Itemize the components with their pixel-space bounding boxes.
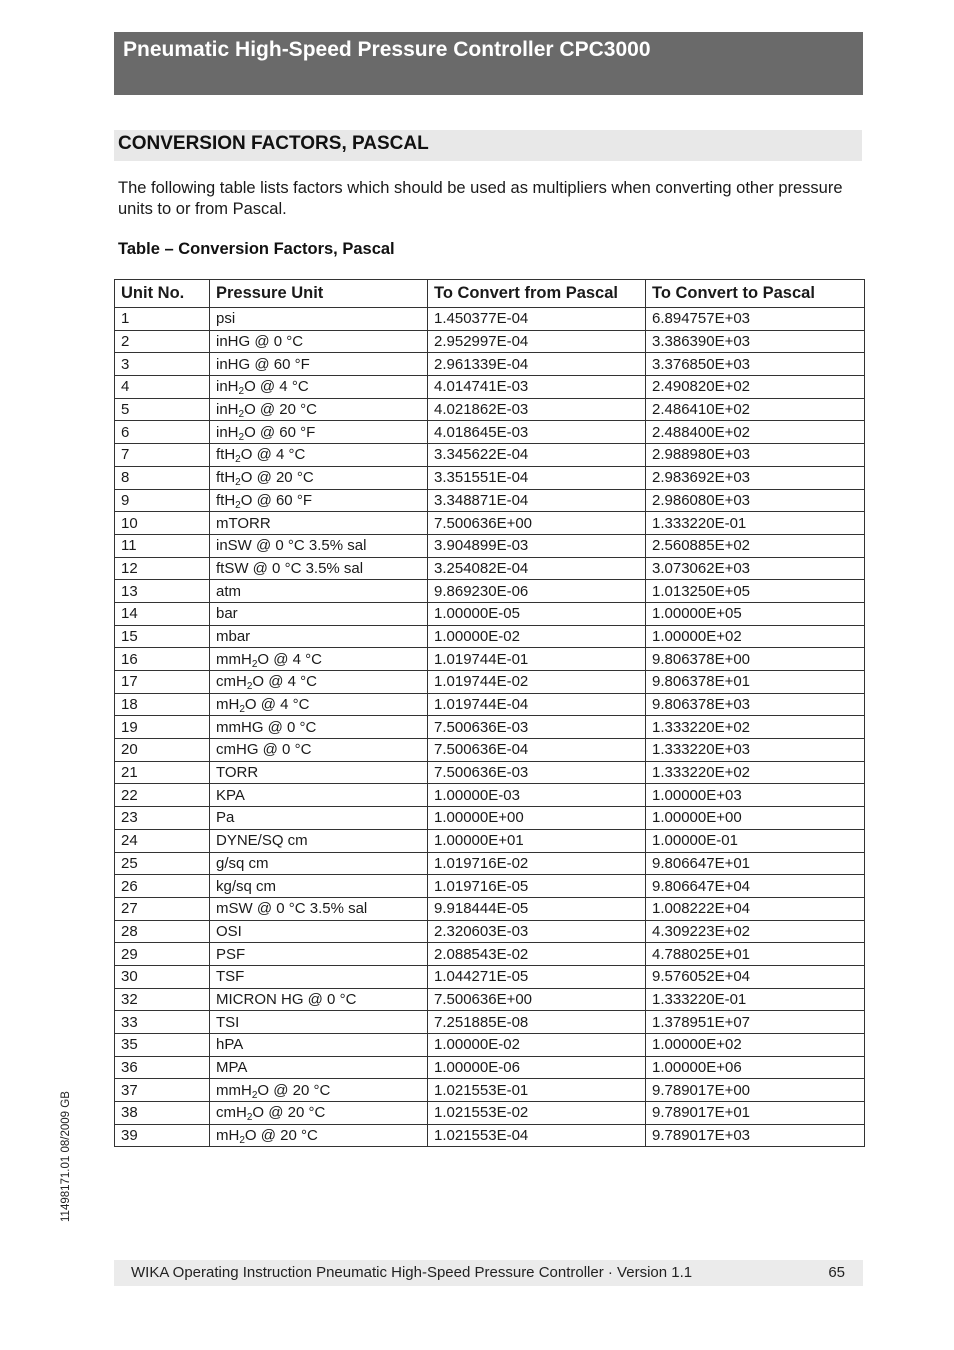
pressure-unit-cell: mmH$_2$O @ 4 °C [210, 648, 428, 671]
table-row [115, 1102, 865, 1125]
to-pascal-cell: 3.386390E+03 [646, 330, 865, 353]
table-row [115, 1079, 865, 1102]
from-pascal-cell: 4.018645E-03 [428, 421, 646, 444]
from-pascal-cell: 1.00000E+00 [428, 807, 646, 830]
from-pascal-cell: 9.869230E-06 [428, 580, 646, 603]
table-row [115, 671, 865, 694]
unit-no-cell: 32 [115, 988, 210, 1011]
section-heading [114, 130, 862, 161]
from-pascal-cell: 1.021553E-02 [428, 1102, 646, 1125]
unit-no-cell: 27 [115, 897, 210, 920]
pressure-unit-cell: mSW @ 0 °C 3.5% sal [210, 897, 428, 920]
pressure-unit-cell: inSW @ 0 °C 3.5% sal [210, 534, 428, 557]
to-pascal-cell: 1.013250E+05 [646, 580, 865, 603]
to-pascal-cell: 9.806378E+03 [646, 693, 865, 716]
unit-no-cell: 25 [115, 852, 210, 875]
to-pascal-cell: 4.788025E+01 [646, 943, 865, 966]
unit-no-cell: 2 [115, 330, 210, 353]
from-pascal-cell: 3.351551E-04 [428, 466, 646, 489]
from-pascal-cell: 1.00000E-02 [428, 625, 646, 648]
to-pascal-cell: 1.00000E+03 [646, 784, 865, 807]
pressure-unit-cell: ftH$_2$O @ 60 °F [210, 489, 428, 512]
unit-no-cell: 29 [115, 943, 210, 966]
from-pascal-cell: 1.019716E-02 [428, 852, 646, 875]
from-pascal-cell: 1.00000E-02 [428, 1034, 646, 1057]
unit-no-cell: 5 [115, 398, 210, 421]
table-row [115, 807, 865, 830]
table-row [115, 512, 865, 535]
footer-text: WIKA Operating Instruction Pneumatic High-Speed Pressure Controller · Version 1.1 [131, 1264, 693, 1281]
page-number: 65 [828, 1264, 845, 1281]
unit-no-cell: 10 [115, 512, 210, 535]
from-pascal-cell: 4.014741E-03 [428, 376, 646, 399]
unit-no-cell: 39 [115, 1124, 210, 1147]
from-pascal-cell: 1.00000E-06 [428, 1056, 646, 1079]
table-row [115, 1011, 865, 1034]
pressure-unit-cell: TSF [210, 965, 428, 988]
column-header-pressure-unit: Pressure Unit [210, 280, 428, 308]
to-pascal-cell: 1.00000E+02 [646, 625, 865, 648]
pressure-unit-cell: inH$_2$O @ 60 °F [210, 421, 428, 444]
to-pascal-cell: 9.806378E+00 [646, 648, 865, 671]
unit-no-cell: 17 [115, 671, 210, 694]
unit-no-cell: 28 [115, 920, 210, 943]
table-row [115, 444, 865, 467]
from-pascal-cell: 1.019744E-01 [428, 648, 646, 671]
unit-no-cell: 8 [115, 466, 210, 489]
unit-no-cell: 15 [115, 625, 210, 648]
pressure-unit-cell: hPA [210, 1034, 428, 1057]
from-pascal-cell: 1.00000E-05 [428, 602, 646, 625]
pressure-unit-cell: ftH$_2$O @ 4 °C [210, 444, 428, 467]
from-pascal-cell: 1.021553E-01 [428, 1079, 646, 1102]
to-pascal-cell: 9.806647E+04 [646, 875, 865, 898]
unit-no-cell: 1 [115, 308, 210, 331]
unit-no-cell: 16 [115, 648, 210, 671]
table-row [115, 602, 865, 625]
pressure-unit-cell: MPA [210, 1056, 428, 1079]
table-row [115, 784, 865, 807]
table-row [115, 1124, 865, 1147]
document-code: 11498171.01 08/2009 GB [60, 1091, 72, 1222]
from-pascal-cell: 2.961339E-04 [428, 353, 646, 376]
pressure-unit-cell: PSF [210, 943, 428, 966]
pressure-unit-cell: inH$_2$O @ 4 °C [210, 376, 428, 399]
from-pascal-cell: 1.019744E-02 [428, 671, 646, 694]
to-pascal-cell: 2.986080E+03 [646, 489, 865, 512]
unit-no-cell: 18 [115, 693, 210, 716]
unit-no-cell: 20 [115, 739, 210, 762]
table-row [115, 852, 865, 875]
to-pascal-cell: 9.576052E+04 [646, 965, 865, 988]
table-header-row [115, 280, 865, 308]
pressure-unit-cell: inHG @ 0 °C [210, 330, 428, 353]
table-row [115, 376, 865, 399]
table-row [115, 534, 865, 557]
unit-no-cell: 12 [115, 557, 210, 580]
to-pascal-cell: 9.806378E+01 [646, 671, 865, 694]
to-pascal-cell: 1.00000E+05 [646, 602, 865, 625]
unit-no-cell: 23 [115, 807, 210, 830]
to-pascal-cell: 2.988980E+03 [646, 444, 865, 467]
to-pascal-cell: 2.983692E+03 [646, 466, 865, 489]
unit-no-cell: 6 [115, 421, 210, 444]
pressure-unit-cell: inHG @ 60 °F [210, 353, 428, 376]
to-pascal-cell: 4.309223E+02 [646, 920, 865, 943]
from-pascal-cell: 4.021862E-03 [428, 398, 646, 421]
unit-no-cell: 13 [115, 580, 210, 603]
pressure-unit-cell: cmH$_2$O @ 4 °C [210, 671, 428, 694]
to-pascal-cell: 1.00000E-01 [646, 829, 865, 852]
pressure-unit-cell: psi [210, 308, 428, 331]
pressure-unit-cell: mbar [210, 625, 428, 648]
unit-no-cell: 26 [115, 875, 210, 898]
pressure-unit-cell: Pa [210, 807, 428, 830]
table-row [115, 1056, 865, 1079]
table-row [115, 716, 865, 739]
unit-no-cell: 37 [115, 1079, 210, 1102]
to-pascal-cell: 1.00000E+00 [646, 807, 865, 830]
from-pascal-cell: 7.500636E-03 [428, 716, 646, 739]
from-pascal-cell: 1.019716E-05 [428, 875, 646, 898]
pressure-unit-cell: cmHG @ 0 °C [210, 739, 428, 762]
pressure-unit-cell: MICRON HG @ 0 °C [210, 988, 428, 1011]
pressure-unit-cell: kg/sq cm [210, 875, 428, 898]
to-pascal-cell: 3.073062E+03 [646, 557, 865, 580]
to-pascal-cell: 6.894757E+03 [646, 308, 865, 331]
pressure-unit-cell: DYNE/SQ cm [210, 829, 428, 852]
from-pascal-cell: 3.345622E-04 [428, 444, 646, 467]
unit-no-cell: 9 [115, 489, 210, 512]
unit-no-cell: 4 [115, 376, 210, 399]
from-pascal-cell: 7.500636E+00 [428, 512, 646, 535]
from-pascal-cell: 1.00000E-03 [428, 784, 646, 807]
table-row [115, 875, 865, 898]
from-pascal-cell: 7.500636E-03 [428, 761, 646, 784]
table-row [115, 897, 865, 920]
table-row [115, 1034, 865, 1057]
table-row [115, 829, 865, 852]
table-row [115, 988, 865, 1011]
from-pascal-cell: 3.904899E-03 [428, 534, 646, 557]
to-pascal-cell: 2.488400E+02 [646, 421, 865, 444]
from-pascal-cell: 1.450377E-04 [428, 308, 646, 331]
to-pascal-cell: 9.789017E+00 [646, 1079, 865, 1102]
table-row [115, 330, 865, 353]
to-pascal-cell: 1.008222E+04 [646, 897, 865, 920]
to-pascal-cell: 1.333220E+02 [646, 761, 865, 784]
pressure-unit-cell: OSI [210, 920, 428, 943]
table-body [115, 308, 865, 1147]
unit-no-cell: 24 [115, 829, 210, 852]
pressure-unit-cell: TSI [210, 1011, 428, 1034]
from-pascal-cell: 3.254082E-04 [428, 557, 646, 580]
section-title: CONVERSION FACTORS, PASCAL [118, 133, 429, 154]
to-pascal-cell: 3.376850E+03 [646, 353, 865, 376]
from-pascal-cell: 7.500636E-04 [428, 739, 646, 762]
table-row [115, 965, 865, 988]
to-pascal-cell: 9.789017E+03 [646, 1124, 865, 1147]
intro-paragraph: The following table lists factors which should be used as multipliers when converting other pressure units to or from Pascal. [118, 179, 843, 218]
to-pascal-cell: 1.333220E-01 [646, 512, 865, 535]
unit-no-cell: 14 [115, 602, 210, 625]
pressure-unit-cell: bar [210, 602, 428, 625]
table-row [115, 353, 865, 376]
table-caption: Table – Conversion Factors, Pascal [118, 240, 395, 258]
unit-no-cell: 30 [115, 965, 210, 988]
conversion-table [114, 279, 865, 1147]
pressure-unit-cell: ftSW @ 0 °C 3.5% sal [210, 557, 428, 580]
to-pascal-cell: 1.333220E+03 [646, 739, 865, 762]
pressure-unit-cell: g/sq cm [210, 852, 428, 875]
pressure-unit-cell: mmHG @ 0 °C [210, 716, 428, 739]
table-row [115, 398, 865, 421]
table-row [115, 739, 865, 762]
pressure-unit-cell: cmH$_2$O @ 20 °C [210, 1102, 428, 1125]
pressure-unit-cell: mTORR [210, 512, 428, 535]
unit-no-cell: 38 [115, 1102, 210, 1125]
unit-no-cell: 22 [115, 784, 210, 807]
pressure-unit-cell: KPA [210, 784, 428, 807]
table-row [115, 920, 865, 943]
from-pascal-cell: 1.019744E-04 [428, 693, 646, 716]
table-row [115, 557, 865, 580]
table-row [115, 648, 865, 671]
table-row [115, 580, 865, 603]
table-row [115, 466, 865, 489]
column-header-from-pascal: To Convert from Pascal [428, 280, 646, 308]
column-header-to-pascal: To Convert to Pascal [646, 280, 865, 308]
from-pascal-cell: 3.348871E-04 [428, 489, 646, 512]
to-pascal-cell: 2.560885E+02 [646, 534, 865, 557]
from-pascal-cell: 1.021553E-04 [428, 1124, 646, 1147]
from-pascal-cell: 9.918444E-05 [428, 897, 646, 920]
from-pascal-cell: 7.251885E-08 [428, 1011, 646, 1034]
to-pascal-cell: 9.806647E+01 [646, 852, 865, 875]
from-pascal-cell: 2.952997E-04 [428, 330, 646, 353]
to-pascal-cell: 1.00000E+02 [646, 1034, 865, 1057]
page-footer [114, 1260, 863, 1286]
to-pascal-cell: 1.333220E-01 [646, 988, 865, 1011]
pressure-unit-cell: atm [210, 580, 428, 603]
table-row [115, 761, 865, 784]
unit-no-cell: 36 [115, 1056, 210, 1079]
unit-no-cell: 21 [115, 761, 210, 784]
unit-no-cell: 19 [115, 716, 210, 739]
unit-no-cell: 33 [115, 1011, 210, 1034]
from-pascal-cell: 1.00000E+01 [428, 829, 646, 852]
table-row [115, 693, 865, 716]
to-pascal-cell: 2.490820E+02 [646, 376, 865, 399]
pressure-unit-cell: $mH_2O$ @ 4 °C [210, 693, 428, 716]
from-pascal-cell: 1.044271E-05 [428, 965, 646, 988]
to-pascal-cell: 1.378951E+07 [646, 1011, 865, 1034]
pressure-unit-cell: $mH_2O$ @ 20 °C [210, 1124, 428, 1147]
to-pascal-cell: 1.00000E+06 [646, 1056, 865, 1079]
unit-no-cell: 3 [115, 353, 210, 376]
table-row [115, 308, 865, 331]
document-header [114, 32, 863, 95]
column-header-unit-no: Unit No. [115, 280, 210, 308]
to-pascal-cell: 9.789017E+01 [646, 1102, 865, 1125]
from-pascal-cell: 2.088543E-02 [428, 943, 646, 966]
pressure-unit-cell: ftH$_2$O @ 20 °C [210, 466, 428, 489]
pressure-unit-cell: TORR [210, 761, 428, 784]
pressure-unit-cell: inH$_2$O @ 20 °C [210, 398, 428, 421]
to-pascal-cell: 1.333220E+02 [646, 716, 865, 739]
unit-no-cell: 7 [115, 444, 210, 467]
pressure-unit-cell: mmH$_2$O @ 20 °C [210, 1079, 428, 1102]
from-pascal-cell: 2.320603E-03 [428, 920, 646, 943]
table-row [115, 625, 865, 648]
document-title: Pneumatic High-Speed Pressure Controller CPC3000 [123, 38, 651, 61]
table-row [115, 943, 865, 966]
from-pascal-cell: 7.500636E+00 [428, 988, 646, 1011]
unit-no-cell: 11 [115, 534, 210, 557]
table-row [115, 421, 865, 444]
to-pascal-cell: 2.486410E+02 [646, 398, 865, 421]
table-row [115, 489, 865, 512]
unit-no-cell: 35 [115, 1034, 210, 1057]
